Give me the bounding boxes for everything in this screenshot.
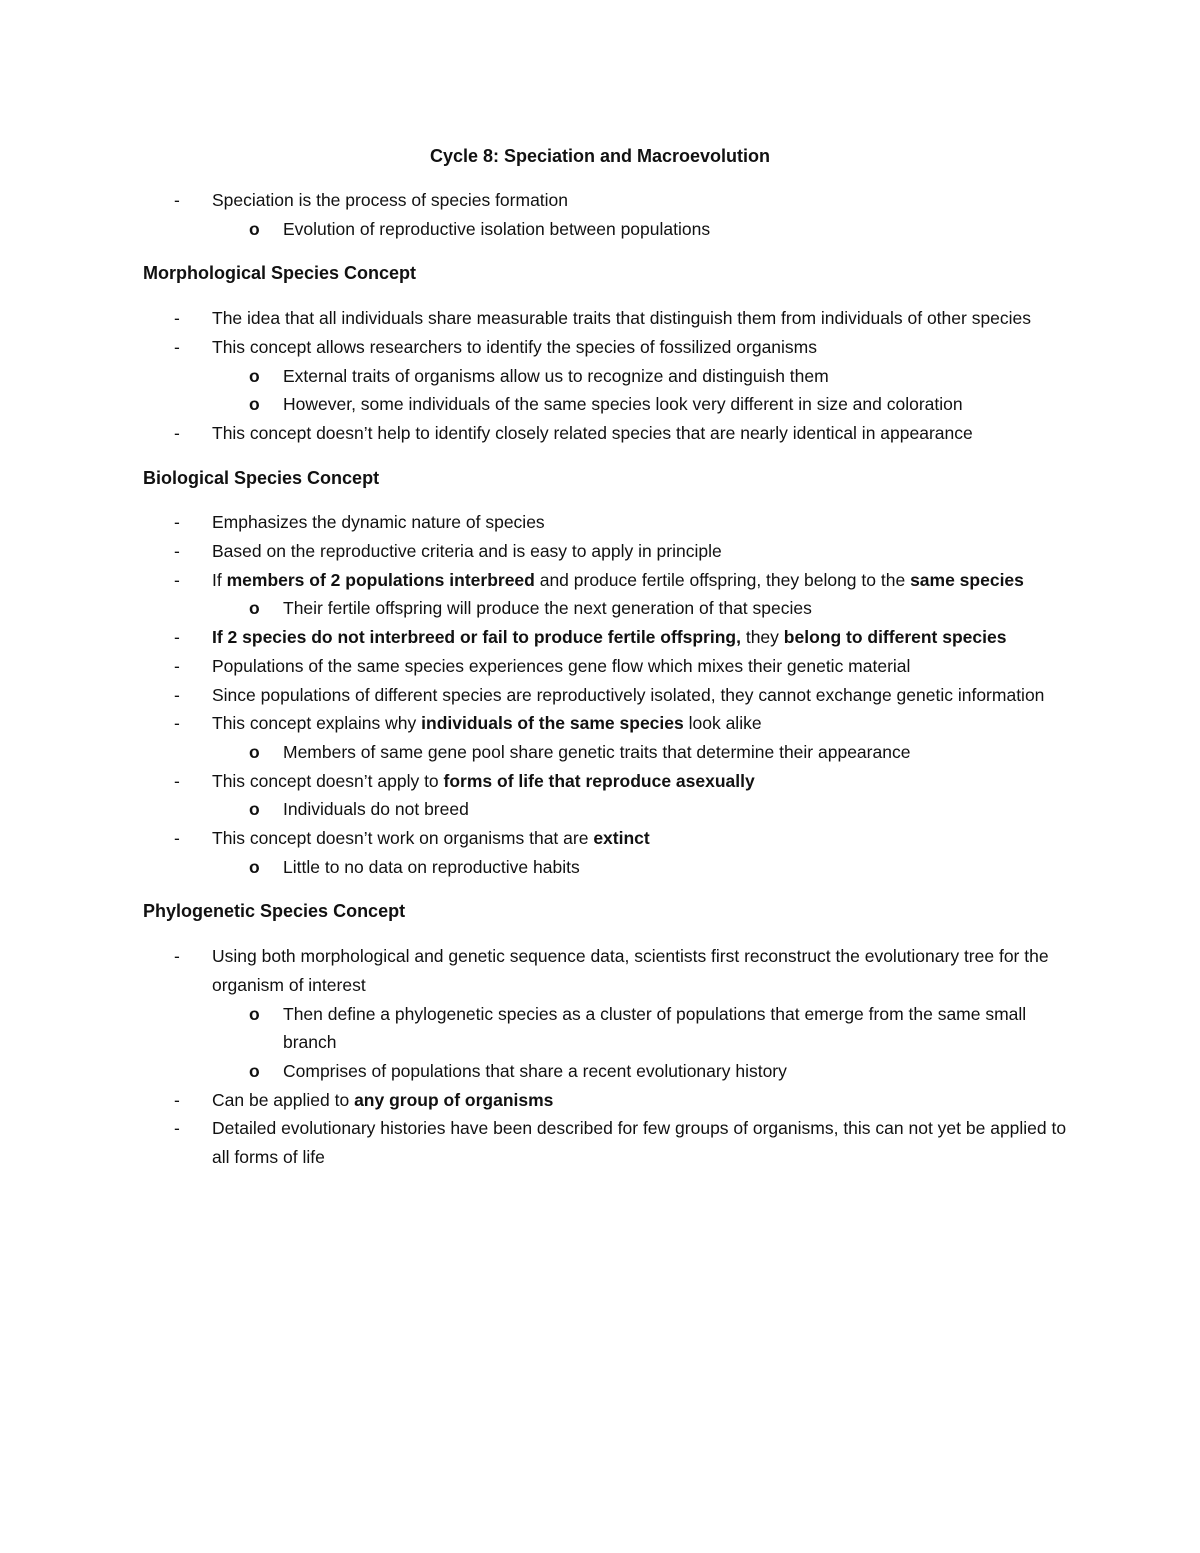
section-spacer [143, 881, 1073, 897]
section-spacer [143, 926, 1073, 942]
circle-bullet-icon: o [249, 218, 260, 239]
circle-bullet-icon: o [249, 856, 260, 877]
bullet-item [143, 333, 1073, 362]
sub-bullet-item [143, 738, 1073, 767]
bullet-text: Then define a phylogenetic species as a cluster of populations that emerge from the same small branch [283, 1003, 1027, 1053]
dash-bullet-icon: - [174, 541, 180, 562]
bullet-item [143, 186, 1073, 215]
bullet-text: Evolution of reproductive isolation between populations [283, 218, 711, 239]
dash-bullet-icon: - [174, 308, 180, 329]
sub-bullet-item [143, 1057, 1073, 1086]
dash-bullet-icon: - [174, 770, 180, 791]
section-spacer [143, 243, 1073, 259]
dash-bullet-icon: - [174, 627, 180, 648]
bold-text: individuals of the same species [421, 713, 684, 734]
bullet-text: Little to no data on reproductive habits [283, 856, 580, 877]
bullet-item [143, 1114, 1073, 1171]
bullet-text: This concept explains why individuals of the same species look alike [212, 713, 762, 734]
bullet-item [143, 508, 1073, 537]
bullet-text: Based on the reproductive criteria and is easy to apply in principle [212, 541, 722, 562]
section-heading: Biological Species Concept [143, 467, 380, 488]
dash-bullet-icon: - [174, 655, 180, 676]
bullet-item [143, 304, 1073, 333]
sub-bullet-item [143, 390, 1073, 419]
dash-bullet-icon: - [174, 828, 180, 849]
bullet-text: Using both morphological and genetic sequence data, scientists first reconstruct the evolutionary tree for the organism of interest [212, 946, 1049, 995]
bullet-item [143, 1086, 1073, 1115]
bullet-text: If members of 2 populations interbreed and produce fertile offspring, they belong to the same species [212, 569, 1024, 590]
page-title: Cycle 8: Speciation and Macroevolution [429, 146, 771, 166]
bold-text: If 2 species do not interbreed or fail to produce fertile offspring, [212, 627, 741, 648]
bullet-item [143, 709, 1073, 738]
bold-text: same species [910, 569, 1024, 590]
bullet-text: This concept doesn’t apply to forms of life that reproduce asexually [212, 770, 755, 791]
circle-bullet-icon: o [249, 799, 260, 820]
dash-bullet-icon: - [174, 336, 180, 357]
bullet-item [143, 419, 1073, 448]
bullet-text: This concept doesn’t work on organisms that are extinct [212, 828, 650, 849]
dash-bullet-icon: - [174, 1118, 180, 1139]
bullet-text: Detailed evolutionary histories have been described for few groups of organisms, this can not yet be applied to all forms of life [212, 1118, 1067, 1168]
bullet-text: If 2 species do not interbreed or fail to produce fertile offspring, they belong to different species [212, 627, 1007, 648]
dash-bullet-icon: - [174, 713, 180, 734]
bullet-text: However, some individuals of the same species look very different in size and coloration [283, 394, 963, 415]
bullet-text: Comprises of populations that share a recent evolutionary history [283, 1060, 787, 1081]
circle-bullet-icon: o [249, 365, 260, 386]
section-spacer [143, 448, 1073, 464]
circle-bullet-icon: o [249, 1003, 260, 1024]
bullet-item [143, 652, 1073, 681]
dash-bullet-icon: - [174, 569, 180, 590]
bullet-item [143, 537, 1073, 566]
bullet-text: This concept allows researchers to identify the species of fossilized organisms [212, 336, 817, 357]
bold-text: extinct [593, 828, 650, 849]
section-heading: Phylogenetic Species Concept [143, 901, 406, 922]
circle-bullet-icon: o [249, 741, 260, 762]
sub-bullet-item [143, 853, 1073, 882]
dash-bullet-icon: - [174, 1089, 180, 1110]
bullet-text: The idea that all individuals share measurable traits that distinguish them from individuals of other species [212, 308, 1032, 329]
bullet-item [143, 623, 1073, 652]
bullet-text: Their fertile offspring will produce the next generation of that species [283, 598, 812, 619]
section-spacer [143, 492, 1073, 508]
bullet-text: Since populations of different species are reproductively isolated, they cannot exchange genetic information [212, 684, 1045, 705]
bullet-item [143, 824, 1073, 853]
bullet-item [143, 566, 1073, 595]
bold-text: belong to different species [783, 627, 1007, 648]
dash-bullet-icon: - [174, 512, 180, 533]
bold-text: any group of organisms [354, 1089, 554, 1110]
bold-text: members of 2 populations interbreed [226, 569, 535, 590]
dash-bullet-icon: - [174, 422, 180, 443]
dash-bullet-icon: - [174, 946, 180, 967]
bullet-text: This concept doesn’t help to identify closely related species that are nearly identical in appearance [212, 422, 973, 443]
bullet-text: Speciation is the process of species formation [212, 190, 569, 210]
sub-bullet-item [143, 362, 1073, 391]
bullet-item [143, 767, 1073, 796]
sub-bullet-item [143, 594, 1073, 623]
sub-bullet-item [143, 1000, 1073, 1057]
dash-bullet-icon: - [174, 190, 180, 210]
bullet-text: Emphasizes the dynamic nature of species [212, 512, 545, 533]
bold-text: forms of life that reproduce asexually [443, 770, 755, 791]
circle-bullet-icon: o [249, 394, 260, 415]
bullet-text: Individuals do not breed [283, 799, 469, 820]
bullet-text: Members of same gene pool share genetic traits that determine their appearance [283, 741, 911, 762]
circle-bullet-icon: o [249, 598, 260, 619]
sub-bullet-item [143, 795, 1073, 824]
bullet-text: External traits of organisms allow us to recognize and distinguish them [283, 365, 829, 386]
sub-bullet-item [143, 215, 1073, 244]
bullet-item [143, 942, 1073, 999]
circle-bullet-icon: o [249, 1060, 260, 1081]
bullet-text: Can be applied to any group of organisms [212, 1089, 554, 1110]
bullet-text: Populations of the same species experiences gene flow which mixes their genetic material [212, 655, 911, 676]
section-heading: Morphological Species Concept [143, 263, 417, 284]
section-spacer [143, 288, 1073, 304]
dash-bullet-icon: - [174, 684, 180, 705]
document-body [143, 186, 1073, 1172]
bullet-item [143, 681, 1073, 710]
